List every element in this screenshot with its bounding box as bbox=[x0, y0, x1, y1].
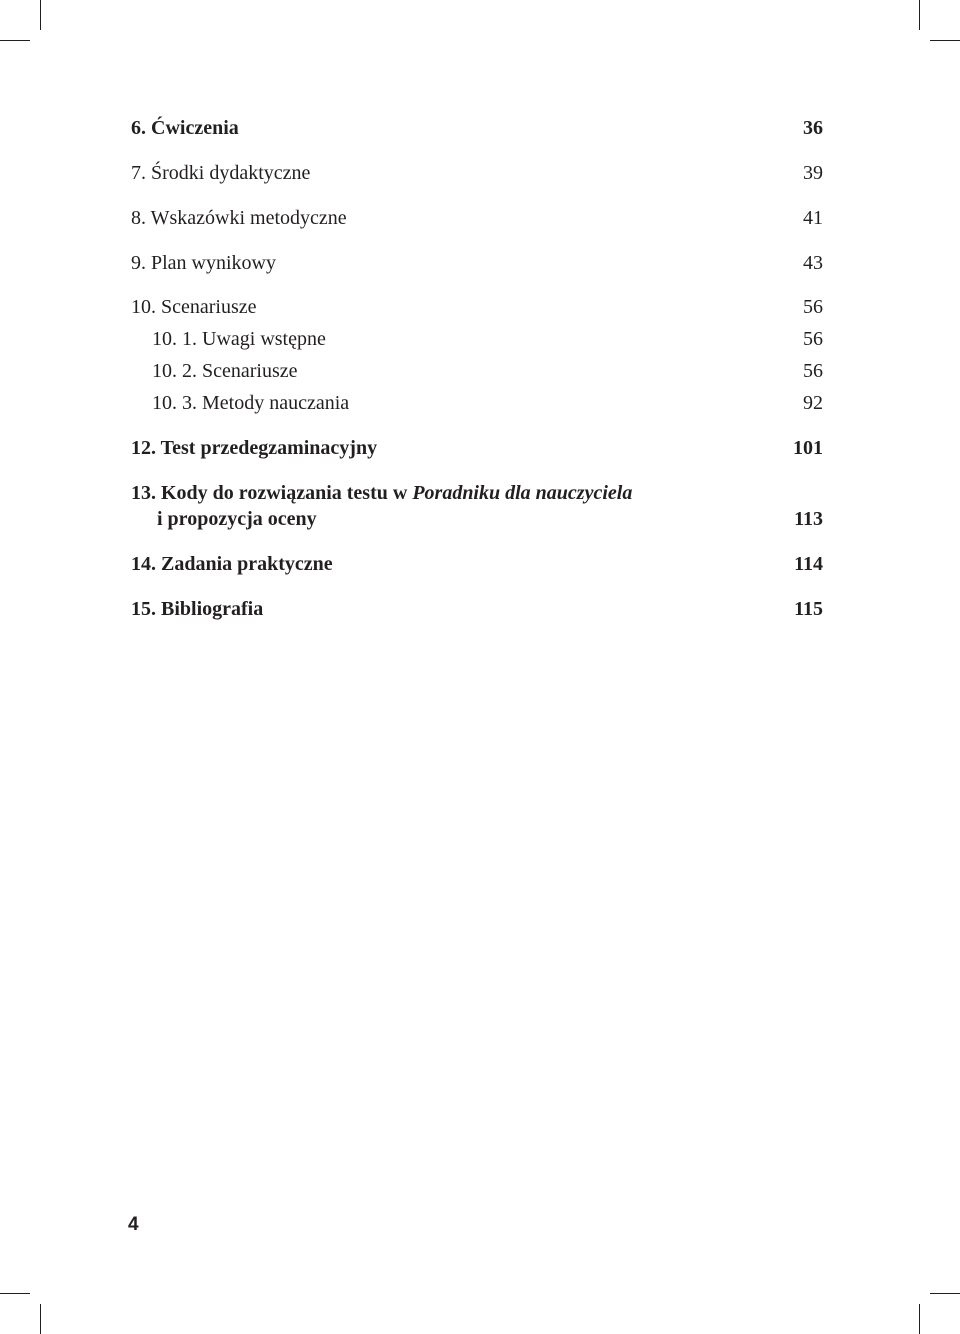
toc-entry-title-line2: i propozycja oceny bbox=[157, 508, 317, 530]
crop-mark-top-left-h bbox=[0, 40, 30, 41]
toc-entry-title: 10. 1. Uwagi wstępne bbox=[152, 328, 326, 350]
toc-entry-title: 10. 3. Metody nauczania bbox=[152, 392, 350, 414]
toc-entry-title: 10. Scenariusze bbox=[131, 296, 257, 318]
toc-entry-title-text: 13. Kody do rozwiązania testu w bbox=[131, 482, 413, 504]
toc-entry-page: 43 bbox=[803, 252, 823, 274]
toc-entry-title: 8. Wskazówki metodyczne bbox=[131, 207, 347, 229]
toc-entry-title: 12. Test przedegzaminacyjny bbox=[131, 437, 378, 459]
toc-entry-page: 56 bbox=[803, 360, 823, 382]
toc-entry-page: 114 bbox=[794, 553, 823, 575]
toc-entry-page: 101 bbox=[793, 437, 823, 459]
crop-mark-top-right-h bbox=[930, 40, 960, 41]
toc-entry-title: 14. Zadania praktyczne bbox=[131, 553, 333, 575]
crop-mark-bottom-left-h bbox=[0, 1293, 30, 1294]
crop-mark-bottom-right-v bbox=[919, 1304, 920, 1334]
toc-entry-page: 39 bbox=[803, 162, 823, 184]
toc-entry-page: 36 bbox=[803, 117, 823, 139]
toc-entry-page: 92 bbox=[803, 392, 823, 414]
crop-mark-top-left-v bbox=[40, 0, 41, 30]
crop-mark-top-right-v bbox=[919, 0, 920, 30]
toc-entry-title: 7. Środki dydaktyczne bbox=[131, 162, 311, 184]
toc-entry-title: 9. Plan wynikowy bbox=[131, 252, 276, 274]
toc-entry-title: 15. Bibliografia bbox=[131, 598, 264, 620]
page-number: 4 bbox=[128, 1214, 139, 1235]
toc-entry-title: 6. Ćwiczenia bbox=[131, 117, 239, 139]
crop-mark-bottom-left-v bbox=[40, 1304, 41, 1334]
toc-entry-page: 113 bbox=[794, 508, 823, 530]
toc-entry-title: 10. 2. Scenariusze bbox=[152, 360, 298, 382]
toc-entry-page: 115 bbox=[794, 598, 823, 620]
toc-entry-page: 56 bbox=[803, 328, 823, 350]
toc-entry-page: 41 bbox=[803, 207, 823, 229]
toc-entry-page: 56 bbox=[803, 296, 823, 318]
toc-entry-title-italic: Poradniku dla nauczyciela bbox=[412, 482, 633, 504]
toc-entry-title-line1 bbox=[131, 481, 632, 505]
crop-mark-bottom-right-h bbox=[930, 1293, 960, 1294]
